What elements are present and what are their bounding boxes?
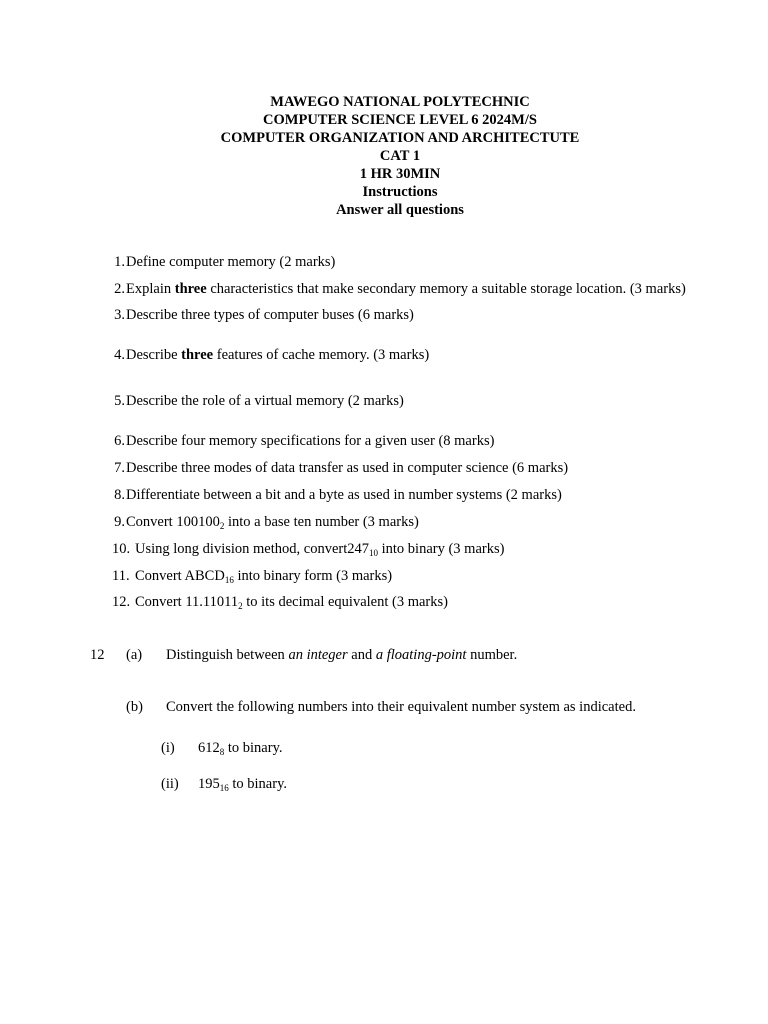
question-text: Explain three characteristics that make secondary memory a suitable storage location. (3 marks): [126, 281, 686, 297]
section-number: 12: [90, 647, 105, 663]
question-number: 1.: [114, 254, 125, 270]
exam-header: [0, 93, 768, 219]
question-text: Convert $100100_2$ into a base ten number (3 marks): [126, 514, 419, 531]
question-number: 8.: [114, 487, 125, 503]
question-text: Differentiate between a bit and a byte as used in number systems (2 marks): [126, 487, 562, 503]
subpart-ii-label: (ii): [161, 776, 179, 792]
part-a-text: Distinguish between an integer and a floating-point number.: [166, 647, 518, 663]
question-number: 11.: [112, 568, 130, 584]
assessment-title: CAT 1: [379, 148, 421, 164]
subpart-i-text: $612_8$ to binary.: [198, 740, 283, 757]
question-text: Describe three modes of data transfer as used in computer science (6 marks): [126, 460, 569, 476]
question-number: 3.: [114, 307, 125, 323]
subpart-ii-text: $195_{16}$ to binary.: [198, 776, 288, 793]
instructions-text: Answer all questions: [336, 202, 464, 218]
question-text: Convert $ABCD_{16}$ into binary form (3 marks): [135, 568, 393, 585]
question-text: Describe three types of computer buses (6 marks): [126, 307, 414, 323]
question-text: Describe three features of cache memory. (3 marks): [126, 347, 430, 363]
question-number: 2.: [114, 281, 125, 297]
question-text: Convert $11.11011_2$ to its decimal equivalent (3 marks): [135, 594, 448, 611]
question-number: 9.: [114, 514, 125, 530]
question-text: Describe the role of a virtual memory (2 marks): [126, 393, 404, 409]
subpart-i-label: (i): [161, 740, 175, 756]
question-number: 7.: [114, 460, 125, 476]
unit-title: COMPUTER ORGANIZATION AND ARCHITECTUTE: [220, 130, 580, 146]
question-number: 6.: [114, 433, 125, 449]
question-number: 10.: [112, 541, 131, 557]
question-text: Describe four memory specifications for a given user (8 marks): [126, 433, 495, 449]
question-number: 4.: [114, 347, 125, 363]
institution-name: MAWEGO NATIONAL POLYTECHNIC: [270, 94, 530, 110]
course-title: COMPUTER SCIENCE LEVEL 6 2024M/S: [263, 112, 537, 128]
part-b-text: Convert the following numbers into their equivalent number system as indicated.: [166, 699, 636, 715]
part-b-label: (b): [126, 699, 143, 715]
question-number: 5.: [114, 393, 125, 409]
question-text: Using long division method, $convert247_{10}$ into binary (3 marks): [135, 541, 505, 558]
part-a-label: (a): [126, 647, 143, 663]
exam-duration: 1 HR 30MIN: [359, 166, 441, 182]
instructions-label: Instructions: [362, 184, 438, 200]
question-text: Define computer memory (2 marks): [126, 254, 336, 270]
question-number: 12.: [112, 594, 131, 610]
